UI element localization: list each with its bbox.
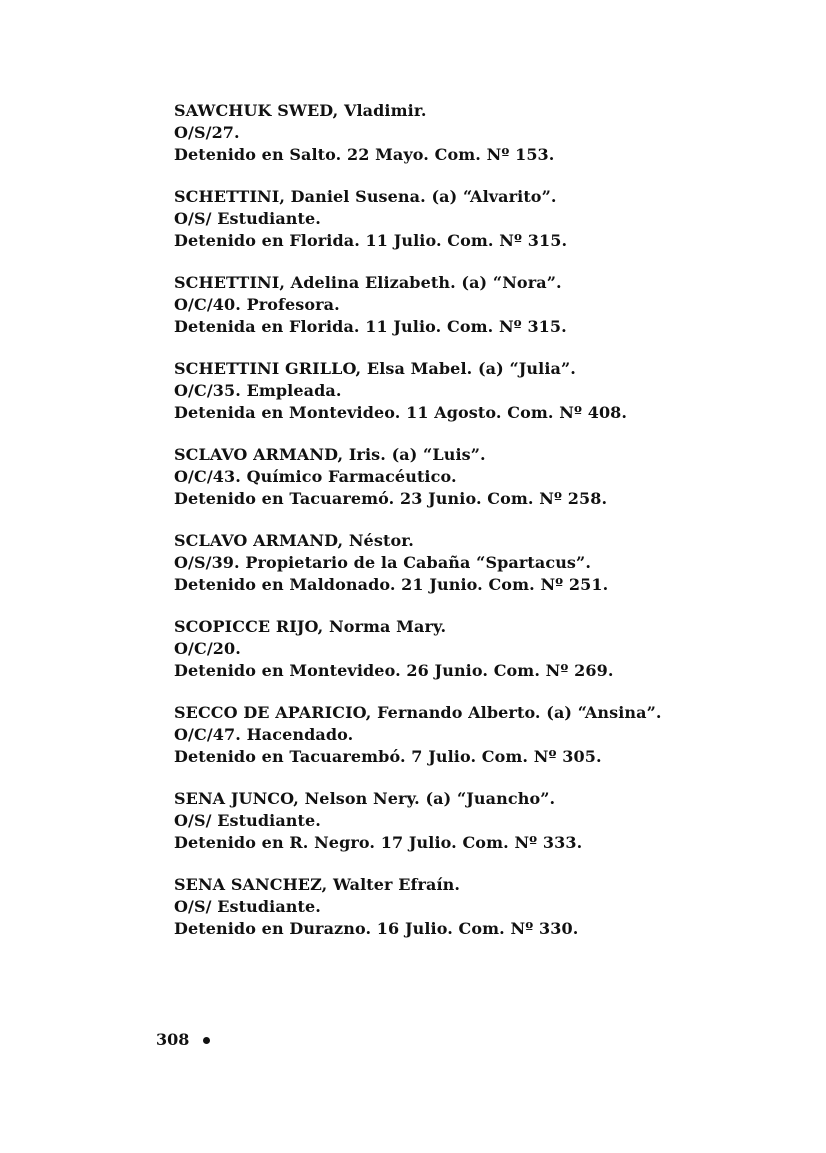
list-item xyxy=(174,702,794,788)
entry-info: O/S/27. xyxy=(174,123,240,142)
list-item xyxy=(174,616,794,702)
entry-name: SCHETTINI, Daniel Susena. (a) “Alvarito”. xyxy=(174,187,557,206)
entry-detention: Detenido en R. Negro. 17 Julio. Com. Nº 333. xyxy=(174,833,583,852)
entry-name: SCHETTINI GRILLO, Elsa Mabel. (a) “Julia”. xyxy=(174,359,576,378)
entry-detention: Detenida en Montevideo. 11 Agosto. Com. Nº 408. xyxy=(174,403,628,422)
list-item xyxy=(174,358,794,444)
entry-detention: Detenido en Maldonado. 21 Junio. Com. Nº 251. xyxy=(174,575,609,594)
entry-detention: Detenido en Durazno. 16 Julio. Com. Nº 330. xyxy=(174,919,579,938)
list-item xyxy=(174,186,794,272)
list-item xyxy=(174,100,794,186)
entry-info: O/S/ Estudiante. xyxy=(174,811,321,830)
entry-info: O/C/43. Químico Farmacéutico. xyxy=(174,467,457,486)
entry-info: O/S/ Estudiante. xyxy=(174,897,321,916)
entry-name: SCLAVO ARMAND, Iris. (a) “Luis”. xyxy=(174,445,486,464)
entry-name: SAWCHUK SWED, Vladimir. xyxy=(174,101,427,120)
entry-name: SCHETTINI, Adelina Elizabeth. (a) “Nora”. xyxy=(174,273,562,292)
entry-name: SENA JUNCO, Nelson Nery. (a) “Juancho”. xyxy=(174,789,556,808)
entry-name: SCOPICCE RIJO, Norma Mary. xyxy=(174,617,447,636)
entry-detention: Detenido en Tacuarembó. 7 Julio. Com. Nº 305. xyxy=(174,747,602,766)
list-item xyxy=(174,788,794,874)
list-item xyxy=(174,874,794,960)
entry-info: O/S/39. Propietario de la Cabaña “Spartacus”. xyxy=(174,553,592,572)
page-number: 308 xyxy=(156,1030,190,1049)
page-footer xyxy=(156,1028,210,1052)
list-item xyxy=(174,444,794,530)
entry-info: O/C/40. Profesora. xyxy=(174,295,340,314)
entry-info: O/S/ Estudiante. xyxy=(174,209,321,228)
entry-detention: Detenido en Tacuaremó. 23 Junio. Com. Nº 258. xyxy=(174,489,608,508)
entry-list xyxy=(174,100,794,960)
entry-detention: Detenido en Salto. 22 Mayo. Com. Nº 153. xyxy=(174,145,555,164)
entry-detention: Detenido en Florida. 11 Julio. Com. Nº 315. xyxy=(174,231,568,250)
entry-name: SCLAVO ARMAND, Néstor. xyxy=(174,531,414,550)
entry-name: SECCO DE APARICIO, Fernando Alberto. (a) “Ansina”. xyxy=(174,703,662,722)
list-item xyxy=(174,530,794,616)
entry-info: O/C/35. Empleada. xyxy=(174,381,342,400)
bullet-dot-icon xyxy=(203,1037,210,1044)
entry-detention: Detenida en Florida. 11 Julio. Com. Nº 315. xyxy=(174,317,567,336)
entry-info: O/C/20. xyxy=(174,639,241,658)
entry-detention: Detenido en Montevideo. 26 Junio. Com. Nº 269. xyxy=(174,661,614,680)
list-item xyxy=(174,272,794,358)
entry-info: O/C/47. Hacendado. xyxy=(174,725,354,744)
entry-name: SENA SANCHEZ, Walter Efraín. xyxy=(174,875,461,894)
